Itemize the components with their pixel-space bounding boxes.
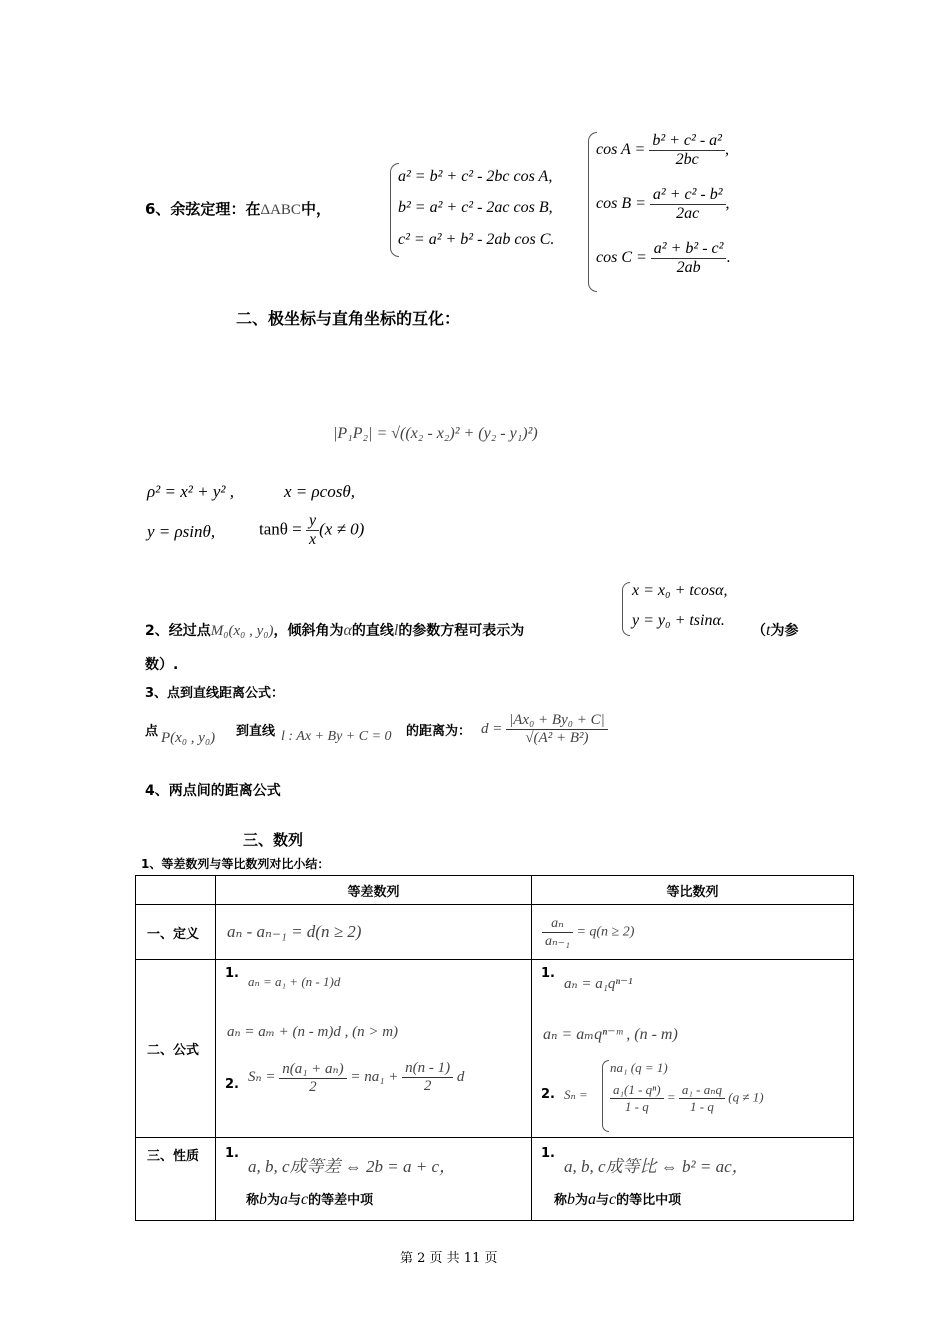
geo-mean-desc: 称b为a与c的等比中项: [554, 1191, 682, 1208]
cos-a-numerator: b² + c² - a²: [649, 132, 725, 151]
section-3-subtitle: 1、等差数列与等比数列对比小结：: [141, 857, 330, 871]
cos-c-numerator: a² + b² - c²: [651, 240, 727, 259]
cosine-eq-2: b² = a² + c² - 2ac cos B,: [398, 199, 553, 216]
cosine-law-label: 6、余弦定理：在ΔABC中，: [145, 200, 331, 218]
point-p: P(x₀ , y₀): [161, 730, 216, 746]
row-label-definition: 一、定义: [136, 905, 216, 960]
arith-general-term: aₙ = a₁ + (n - 1)d: [248, 974, 341, 989]
to-line-text: 到直线: [236, 724, 276, 739]
cos-a-formula: cos A = $\frac{\text{b² + c² - a²}}{2bc}$ ,: [596, 132, 729, 168]
geo-general-term: aₙ = a₁qⁿ⁻¹: [564, 976, 633, 992]
row-label-formulas: 二、公式: [136, 960, 216, 1138]
arith-term-relation: aₙ = aₘ + (n - m)d , (n > m): [227, 1024, 399, 1040]
point-m0: M₀(x₀ , y₀): [210, 623, 274, 639]
item-4-title: 4、两点间的距离公式: [145, 783, 281, 799]
header-arithmetic: 等差数列: [216, 876, 532, 905]
param-eq-2: y = y₀ + tsinα.: [632, 612, 725, 629]
arith-sum-formula: Sₙ = $\frac{\text{n(a₁ + aₙ)}}{2}$ = na₁ + $\frac{n(n - 1)}{2}$ d: [248, 1060, 465, 1095]
table-row-definition: [136, 905, 854, 960]
polar-eq-2: x = ρcosθ,: [284, 482, 355, 501]
line-equation: l : Ax + By + C = 0: [281, 729, 392, 744]
param-eq-1: x = x₀ + tcosα,: [632, 582, 728, 599]
cosine-eq-1: a² = b² + c² - 2bc cos A,: [398, 168, 553, 185]
cos-b-numerator: a² + c² - b²: [650, 186, 726, 205]
geo-sum-case-1: na₁ (q = 1): [610, 1060, 668, 1075]
tan-denominator: x: [309, 531, 317, 548]
header-geometric: 等比数列: [532, 876, 854, 905]
section-2-title: 二、极坐标与直角坐标的互化：: [236, 309, 461, 328]
param-line-text: 2、经过点M₀(x₀ , y₀)，倾斜角为α的直线l的参数方程可表示为: [145, 622, 525, 639]
distance-numerator: |Ax₀ + By₀ + C|: [506, 712, 608, 730]
polar-eq-1: ρ² = x² + y² ,: [147, 482, 234, 501]
cos-c-formula: cos C = $\frac{\text{a² + b² - c²}}{2ab}$ .: [596, 240, 731, 276]
cos-a-denominator: 2bc: [675, 151, 699, 168]
item-3-title: 3、点到直线距离公式：: [145, 686, 285, 701]
table-header-row: [136, 876, 854, 905]
distance-denominator: √(A² + B²): [525, 730, 589, 746]
arith-mean-condition: a, b, c成等差 ⇔ 2b = a + c，: [248, 1157, 457, 1176]
row-label-properties: 三、性质: [136, 1138, 216, 1221]
distance-formula: d = $\frac{\text{|Ax₀ + By₀ + C|}}{\text{√(A² + B²)}}$: [481, 712, 608, 747]
tan-numerator: y: [306, 512, 319, 531]
geo-mean-condition: a, b, c成等比 ⇔ b² = ac，: [564, 1157, 749, 1176]
triangle-symbol: ΔABC: [260, 202, 301, 218]
table-row-properties: 三、性质 1. a, b, c成等差 ⇔ 2b = a + c， 称b为a与c的等差中项 1. a, b, c成等比 ⇔ b² = ac， 称b为a与c的等比中项: [136, 1138, 854, 1221]
section-3-title: 三、数列: [243, 831, 304, 849]
two-point-distance-formula: |P₁P₂| = √((x₂ - x₂)² + (y₂ - y₁)²): [333, 425, 538, 442]
arith-definition: aₙ - aₙ₋₁ = d(n ≥ 2): [227, 922, 362, 941]
cosine-eq-3: c² = a² + b² - 2ab cos C.: [398, 231, 555, 248]
sequence-comparison-table: [135, 875, 854, 1221]
param-brace: [622, 582, 630, 636]
param-suffix-cont: 数）.: [145, 657, 179, 673]
geo-sum-case-2: $\frac{\text{a₁(1 - qⁿ)}}{1 - q}$ = $\frac{\text{a₁ - aₙq}}{1 - q}$ (q ≠ 1): [610, 1082, 764, 1115]
param-suffix: （t为参: [752, 622, 799, 639]
cos-c-denominator: 2ab: [676, 259, 701, 276]
table-row-formulas: 二、公式 1. aₙ = a₁ + (n - 1)d aₙ = aₘ + (n - m)d , (n > m) 2. Sₙ = $\frac{\text{n(a₁ + aₙ)}}{2}$ = na₁ + $\frac{n(n - 1)}{2}$ d 1. aₙ = a₁qⁿ⁻¹ aₙ = aₘqⁿ⁻ᵐ , (n - m) 2. Sₙ = na₁ (q = 1) $\frac{\text{a₁(1 - qⁿ)}}{1 - q}$ = $\frac{\text{a₁ - aₙq}}{1 - q}$ (q ≠ 1): [136, 960, 854, 1138]
geo-term-relation: aₙ = aₘqⁿ⁻ᵐ , (n - m): [543, 1026, 678, 1043]
cos-b-formula: cos B = $\frac{\text{a² + c² - b²}}{2ac}$ ,: [596, 186, 730, 222]
page-footer: 第 2 页 共 11 页: [400, 1251, 498, 1266]
arith-mean-desc: 称b为a与c的等差中项: [246, 1191, 374, 1208]
point-line-distance-text: 点: [145, 724, 159, 739]
cos-b-denominator: 2ac: [676, 205, 700, 222]
polar-eq-3: y = ρsinθ,: [147, 522, 216, 541]
polar-eq-4: tanθ = $\frac{y}{x}$ (x ≠ 0): [259, 512, 365, 548]
geo-definition: $\frac{\text{aₙ}}{\text{aₙ₋₁}}$ = q(n ≥ 2): [532, 915, 853, 950]
distance-is-text: 的距离为：: [406, 724, 472, 739]
